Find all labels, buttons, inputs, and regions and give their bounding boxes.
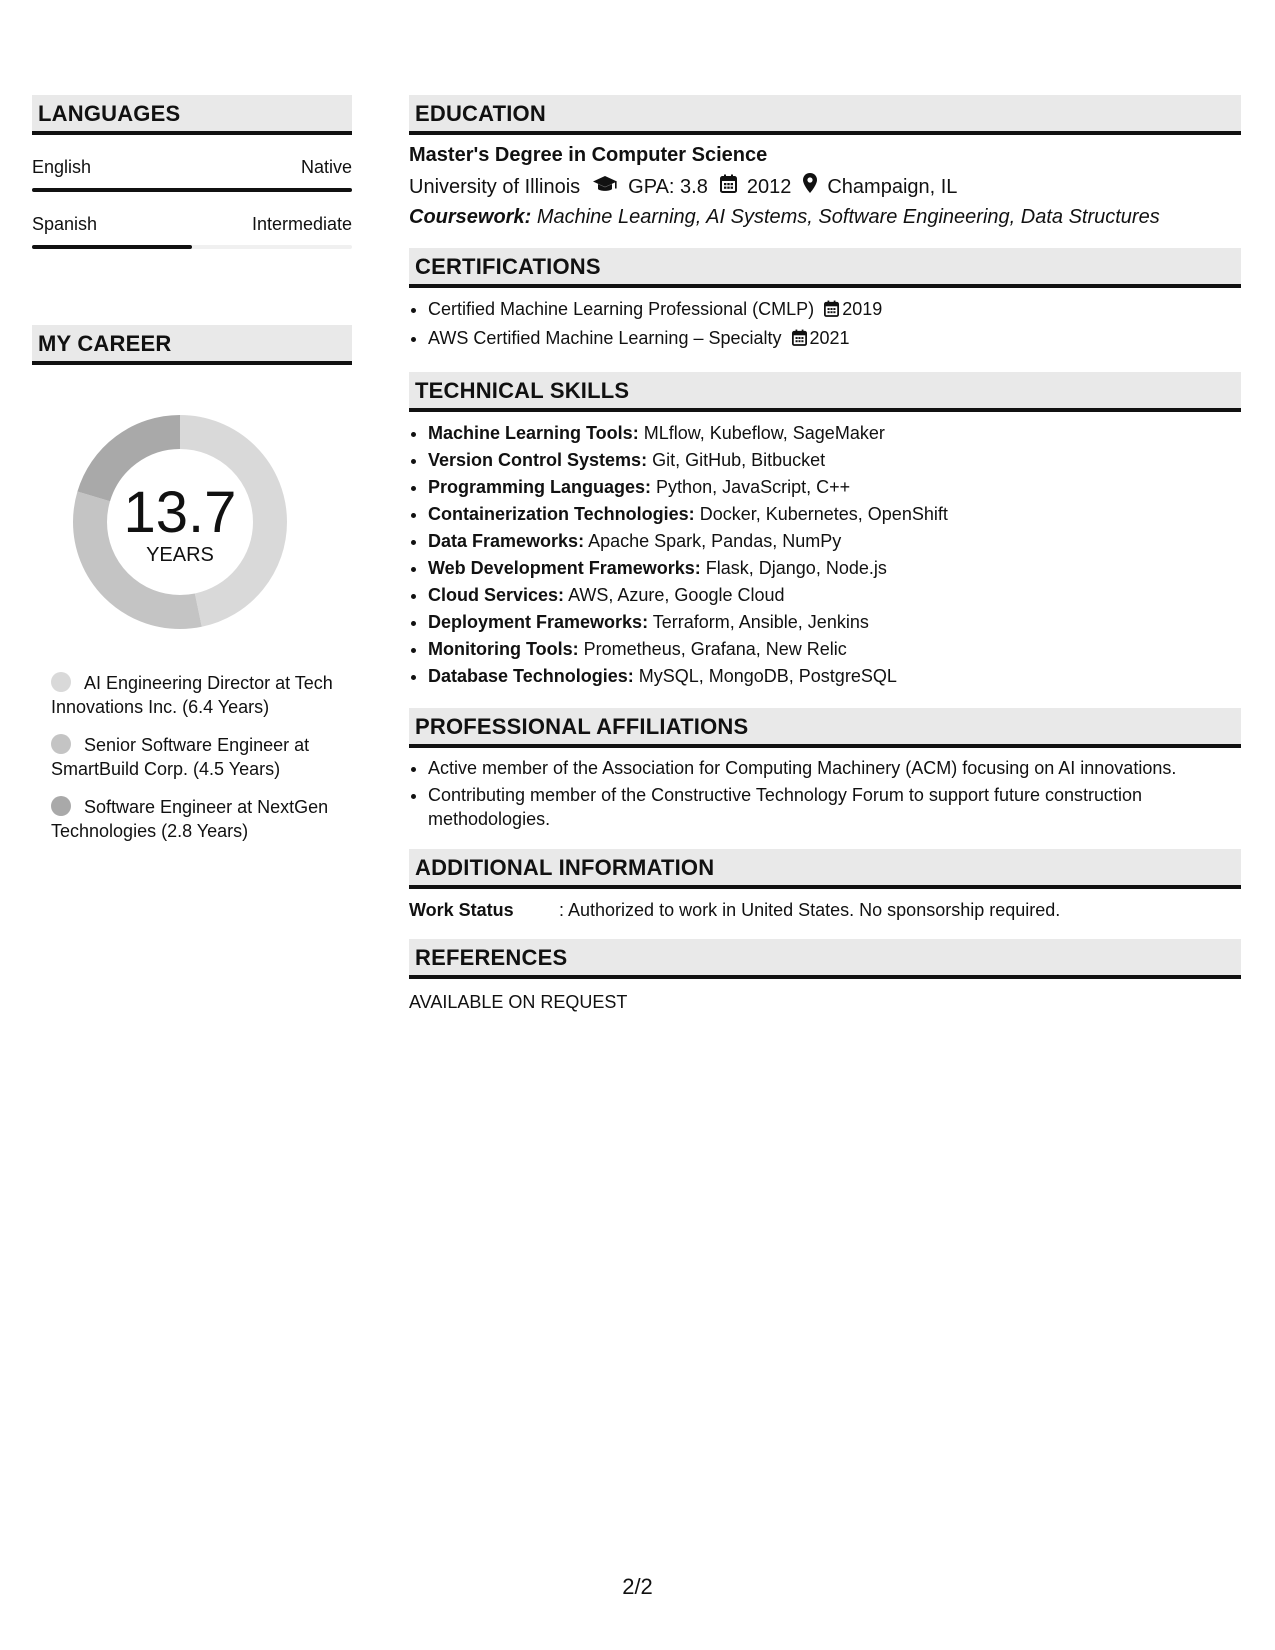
affiliation-item: • Active member of the Association for Computing Machinery (ACM) focusing on AI innovations. (428, 756, 1241, 780)
education-degree: Master's Degree in Computer Science (409, 144, 768, 166)
certification-item (428, 296, 1241, 325)
language-item (32, 214, 352, 249)
work-status-row (409, 899, 1241, 921)
language-proficiency-fill (32, 245, 192, 249)
skill-label: Version Control Systems: (428, 450, 648, 470)
calendar-icon (792, 327, 807, 354)
skill-item (428, 447, 1241, 474)
legend-dot-icon (51, 734, 71, 754)
career-years-unit: YEARS (146, 544, 214, 566)
skill-label: Cloud Services: (428, 585, 565, 605)
coursework-label: Coursework: (409, 206, 532, 228)
language-name: Spanish (32, 214, 98, 234)
certifications-list (409, 296, 1241, 354)
affiliations-list (409, 756, 1241, 831)
affiliations-section (409, 708, 1241, 831)
skills-list (409, 420, 1241, 690)
skill-item (428, 636, 1241, 663)
certification-year: 2019 (842, 299, 883, 319)
skill-value: AWS, Azure, Google Cloud (568, 585, 785, 605)
skill-value: Terraform, Ansible, Jenkins (652, 612, 869, 632)
skill-item (428, 420, 1241, 447)
career-legend-item (51, 795, 341, 843)
language-level: Intermediate (251, 214, 352, 234)
skill-item (428, 501, 1241, 528)
career-total-years: 13.7 (123, 480, 237, 545)
education-location: Champaign, IL (827, 175, 958, 198)
graduation-cap-icon (592, 174, 618, 200)
career-role-text: Software Engineer at NextGen Technologies (2.8 Years) (51, 797, 329, 841)
languages-section (32, 95, 352, 249)
career-legend-item (51, 733, 341, 781)
skill-value: Docker, Kubernetes, OpenShift (699, 504, 948, 524)
education-year: 2012 (746, 175, 792, 198)
skill-label: Containerization Technologies: (428, 504, 695, 524)
work-status-label: Work Status (409, 900, 514, 920)
skill-value: Apache Spark, Pandas, NumPy (588, 531, 842, 551)
certifications-section (409, 248, 1241, 354)
skill-item (428, 609, 1241, 636)
skill-label: Data Frameworks: (428, 531, 585, 551)
skill-label: Monitoring Tools: (428, 639, 579, 659)
career-legend-item (51, 671, 341, 719)
skill-value: Flask, Django, Node.js (705, 558, 887, 578)
career-donut-chart (67, 409, 293, 635)
language-name: English (32, 157, 92, 177)
language-item (32, 157, 352, 192)
calendar-icon (720, 174, 737, 200)
work-status-value: : Authorized to work in United States. No sponsorship required. (559, 900, 1061, 920)
career-role-text: AI Engineering Director at Tech Innovations Inc. (6.4 Years) (51, 673, 333, 717)
skill-item (428, 582, 1241, 609)
education-coursework (409, 204, 1241, 230)
languages-heading: LANGUAGES (32, 95, 352, 135)
legend-dot-icon (51, 796, 71, 816)
references-section (409, 939, 1241, 1013)
skill-item (428, 555, 1241, 582)
left-column (32, 95, 352, 857)
skill-label: Programming Languages: (428, 477, 652, 497)
language-proficiency-bar (32, 188, 352, 192)
education-meta (409, 173, 1241, 200)
skill-value: MLflow, Kubeflow, SageMaker (643, 423, 885, 443)
career-legend (51, 671, 341, 843)
career-role-text: Senior Software Engineer at SmartBuild Corp. (4.5 Years) (51, 735, 310, 779)
education-school: University of Illinois (409, 175, 581, 198)
skill-value: MySQL, MongoDB, PostgreSQL (638, 666, 897, 686)
skill-label: Deployment Frameworks: (428, 612, 649, 632)
career-heading: MY CAREER (32, 325, 352, 365)
skills-heading: TECHNICAL SKILLS (409, 372, 1241, 412)
skill-value: Python, JavaScript, C++ (656, 477, 851, 497)
references-text: AVAILABLE ON REQUEST (409, 992, 628, 1012)
skill-item (428, 474, 1241, 501)
certification-year: 2021 (809, 328, 850, 348)
certification-name: Certified Machine Learning Professional (CMLP) (428, 299, 815, 319)
affiliations-heading: PROFESSIONAL AFFILIATIONS (409, 708, 1241, 748)
skill-item (428, 528, 1241, 555)
additional-info-heading: ADDITIONAL INFORMATION (409, 849, 1241, 889)
location-pin-icon (803, 173, 817, 200)
skill-value: Git, GitHub, Bitbucket (652, 450, 826, 470)
calendar-icon (824, 298, 839, 325)
right-column (409, 95, 1241, 1031)
language-proficiency-fill (32, 188, 352, 192)
skill-label: Database Technologies: (428, 666, 634, 686)
certification-item (428, 325, 1241, 354)
skills-section (409, 372, 1241, 690)
certifications-heading: CERTIFICATIONS (409, 248, 1241, 288)
education-heading: EDUCATION (409, 95, 1241, 135)
affiliation-item: • Contributing member of the Constructive Technology Forum to support future construction methodologies. (428, 783, 1241, 831)
skill-value: Prometheus, Grafana, New Relic (583, 639, 847, 659)
skill-label: Web Development Frameworks: (428, 558, 701, 578)
certification-name: AWS Certified Machine Learning – Specialty (428, 328, 782, 348)
skill-item (428, 663, 1241, 690)
skill-label: Machine Learning Tools: (428, 423, 639, 443)
career-section (32, 325, 352, 843)
coursework-text: Machine Learning, AI Systems, Software Engineering, Data Structures (536, 206, 1160, 228)
languages-list (32, 157, 352, 249)
legend-dot-icon (51, 672, 71, 692)
page-number: 2/2 (622, 1574, 653, 1599)
education-section (409, 95, 1241, 230)
language-proficiency-bar (32, 245, 352, 249)
education-gpa: GPA: 3.8 (628, 175, 708, 198)
references-heading: REFERENCES (409, 939, 1241, 979)
additional-info-section (409, 849, 1241, 921)
language-level: Native (300, 157, 352, 177)
